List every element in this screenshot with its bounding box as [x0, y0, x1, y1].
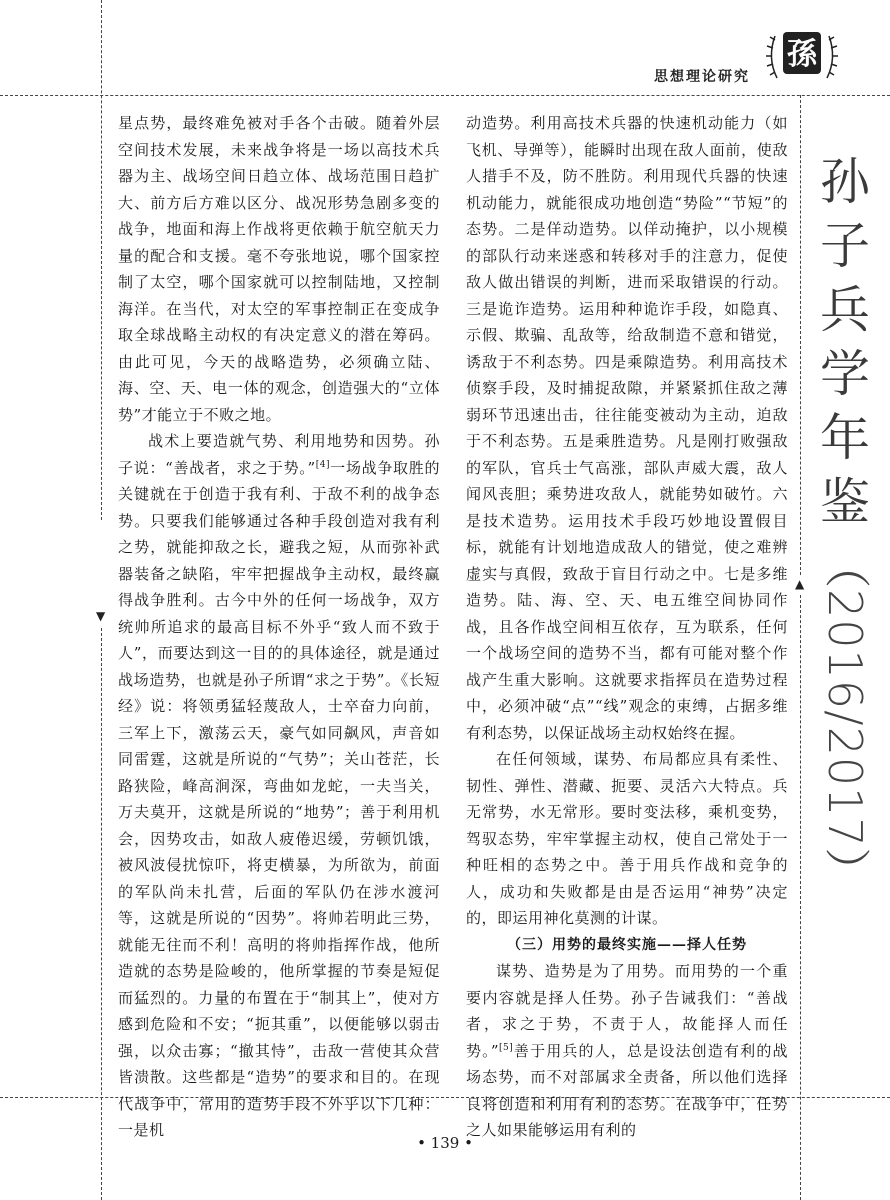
right-text-column: [466, 110, 788, 1144]
left-margin-guide: [101, 0, 102, 520]
logo-glyph: 孫: [787, 37, 817, 72]
title-char: 子: [820, 217, 870, 275]
yearbook-logo: [763, 18, 841, 88]
paragraph: [466, 958, 788, 1144]
page-number: • 139 •: [417, 1134, 473, 1152]
title-char: 孙: [820, 153, 870, 211]
title-char: 学: [820, 345, 870, 403]
paragraph: 动造势。利用高技术兵器的快速机动能力（如飞机、导弹等），能瞬时出现在敌人面前，使敌人措手不及，防不胜防。利用现代兵器的快速机动能力，就能很成功地创造“势险”“节短”的态势。二是佯动造势。以佯动掩护，以小规模的部队行动来迷惑和转移对手的注意力，促使敌人做出错误的判断，进而采取错误的行动。三是诡诈造势。运用种种诡诈手段，如隐真、示假、欺骗、乱敌等，给敌制造不意和错觉，诱敌于不利态势。四是乘隙造势。利用高技术侦察手段，及时捕捉敌隙，并紧紧抓住敌之薄弱环节迅速出击，往往能变被动为主动，迫敌于不利态势。五是乘胜造势。凡是刚打败强敌的军队，官兵士气高涨，部队声威大震，敌人闻风丧胆；乘势进攻敌人，就能势如破竹。六是技术造势。运用技术手段巧妙地设置假目标，就能有计划地造成敌人的错觉，使之难辨虚实与真假，致敌于盲目行动之中。七是多维造势。陆、海、空、天、电五维空间协同作战，且各作战空间相互依存，互为联系，任何一个战场空间的造势不当，都有可能对整个作战产生重大影响。这就要求指挥员在造势过程中，必须冲破“点”“线”观念的束缚，占据多维有利态势，以保证战场主动权始终在握。: [466, 114, 788, 742]
paragraph-text: 善于用兵的人，总是设法创造有利的战场态势，而不对部属求全责备，所以他们选择良将创造和利用有利的态势。在战争中，任势之人如果能够运用有利的: [466, 1041, 788, 1139]
paragraph-text: 战术上要造就气势、利用地势和因势。孙子说：“善战者，求之于势。”: [118, 432, 440, 477]
title-char: 年: [820, 409, 870, 467]
right-guide-arrow: ▲: [795, 577, 805, 591]
left-text-column: [118, 110, 440, 1144]
title-char: 兵: [820, 281, 870, 339]
title-char: 鉴: [820, 473, 870, 531]
citation-marker: [4]: [315, 459, 330, 470]
top-margin-guide: [0, 95, 890, 96]
citation-marker: [5]: [499, 1042, 514, 1053]
section-title: 思想理论研究: [654, 69, 750, 85]
paragraph: [118, 428, 440, 1144]
left-guide-arrow: ▼: [96, 609, 106, 623]
subsection-heading: （三）用势的最终实施——择人任势: [507, 936, 747, 953]
paragraph: 星点势，最终难免被对手各个击破。随着外层空间技术发展，未来战争将是一场以高技术兵器为主、战场空间日趋立体、战场范围日趋扩大、前方后方难以区分、战况形势急剧多变的战争，地面和海上作战将更依赖于航空航天力量的配合和支援。毫不夸张地说，哪个国家控制了太空，哪个国家就可以控制陆地，又控制海洋。在当代，对太空的军事控制正在变成争取全球战略主动权的有决定意义的潜在筹码。由此可见，今天的战略造势，必须确立陆、海、空、天、电一体的观念，创造强大的“立体势”才能立于不败之地。: [118, 114, 440, 424]
title-year: （2016/2017）: [818, 542, 872, 895]
paragraph-text: 一场战争取胜的关键就在于创造于我有利、于敌不利的战争态势。只要我们能够通过各种手段创造对我有利之势，就能抑敌之长，避我之短，从而弥补武器装备之缺陷，牢牢把握战争主动权，最终赢得战争胜利。古今中外的任何一场战争，双方统帅所追求的最高目标不外乎“致人而不致于人”，而要达到这一目的的具体途径，就是通过战场造势，也就是孙子所谓“求之于势”。《长短经》说：将领勇猛轻蔑敌人，士卒奋力向前，三军上下，激荡云天，豪气如同飙风，声音如同雷霆，这就是所说的“气势”；关山苍茫，长路狭险，峰高涧深，弯曲如龙蛇，一夫当关，万夫莫开，这就是所说的“地势”；善于利用机会，因势攻击，如敌人疲倦迟缓，劳顿饥饿，被风波侵扰惊吓，将吏横暴，为所欲为，前面的军队尚未扎营，后面的军队仍在涉水渡河等，这就是所说的“因势”。将帅若明此三势，就能无往而不利！高明的将帅指挥作战，他所造就的态势是险峻的，他所掌握的节奏是短促而猛烈的。力量的布置在于“制其上”，使对方感到危险和不安；“扼其重”，以便能够以弱击强，以众击寡；“撤其恃”，击敌一营使其众营皆溃散。这些都是“造势”的要求和目的。在现代战争中，常用的造势手段不外乎以下几种：一是机: [118, 458, 440, 1139]
yearbook-title: [790, 150, 890, 895]
paragraph: 在任何领域，谋势、布局都应具有柔性、韧性、弹性、潜藏、扼要、灵活六大特点。兵无常势，水无常形。要时变法移，乘机变势，驾驭态势，牢牢掌握主动权，使自己常处于一种旺相的态势之中。善于用兵作战和竞争的人，成功和失败都是由是否运用“神势”决定的，即运用神化莫测的计谋。: [466, 750, 788, 927]
left-margin-guide-lower: [101, 628, 102, 1200]
paragraph-text: 谋势、造势是为了用势。而用势的一个重要内容就是择人任势。孙子告诫我们：“善战者，求之于势，不责于人，故能择人而任势。”: [466, 962, 788, 1060]
